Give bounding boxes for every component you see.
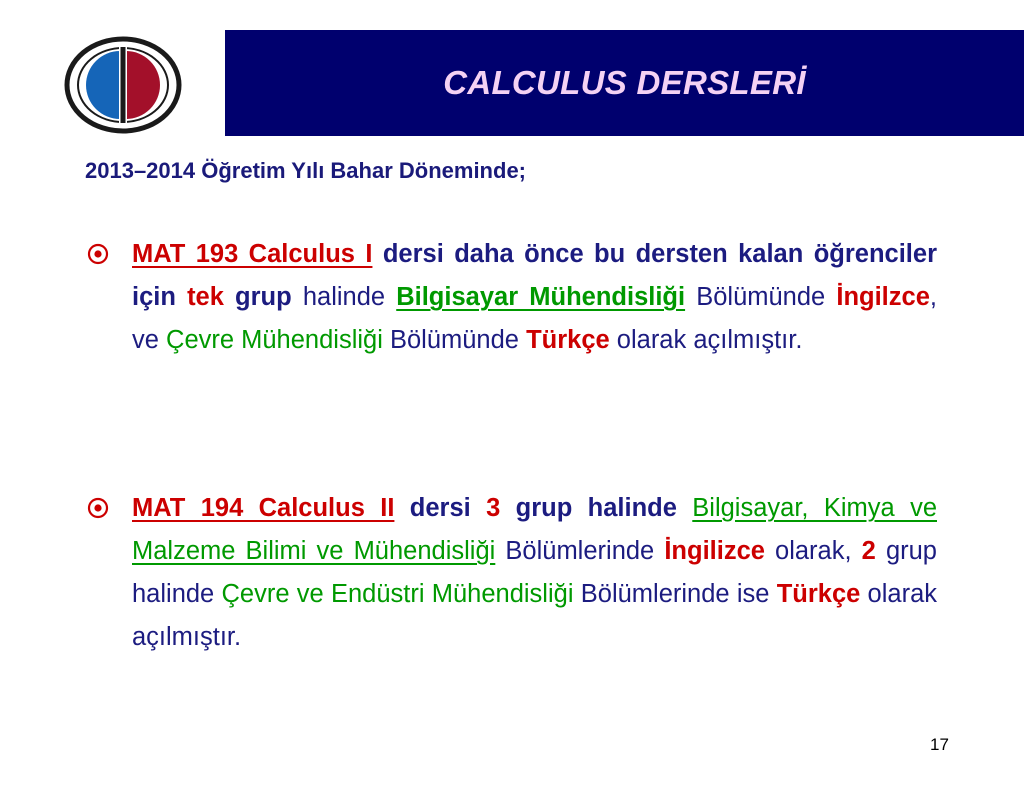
highlight: tek [187, 283, 224, 311]
text: olarak açılmıştır. [132, 580, 938, 651]
slide-subtitle: 2013–2014 Öğretim Yılı Bahar Döneminde; [85, 158, 526, 183]
text: Bölümünde [685, 283, 837, 311]
slide-title: CALCULUS DERSLERİ [443, 64, 806, 101]
department: Çevre Mühendisliği [166, 326, 383, 354]
text: grup halinde [132, 537, 937, 608]
bullet-text [132, 233, 937, 362]
text: olarak açılmıştır. [609, 326, 803, 354]
course-name: MAT 193 Calculus I [132, 240, 373, 268]
title-bar [225, 30, 1024, 136]
text: grup [223, 283, 303, 311]
text: halinde [302, 283, 397, 311]
language: Türkçe [776, 580, 861, 608]
text: dersi daha önce bu dersten kalan öğrenciler için [132, 240, 937, 311]
text: olarak, [764, 537, 862, 565]
course-name: MAT 194 Calculus II [132, 494, 395, 522]
language: İngilzce [836, 283, 930, 311]
bullet-item [87, 487, 937, 659]
department: Bilgisayar, Kimya ve Malzeme Bilimi ve Mühendisliği [132, 494, 937, 565]
highlight: 3 [486, 494, 501, 522]
language: Türkçe [526, 326, 610, 354]
language: İngilizce [664, 537, 765, 565]
text: dersi [394, 494, 487, 522]
text: Bölümlerinde ise [573, 580, 777, 608]
text: Bölümünde [382, 326, 527, 354]
bullet-text [132, 487, 937, 659]
page-number: 17 [930, 735, 949, 754]
highlight: 2 [861, 537, 876, 565]
circle-dot-bullet-icon [87, 243, 109, 265]
text: grup halinde [500, 494, 693, 522]
circle-dot-bullet-icon [87, 497, 109, 519]
department: Bilgisayar Mühendisliği [396, 283, 686, 311]
university-logo-icon [63, 35, 183, 135]
text: , ve [132, 283, 937, 354]
text: Bölümlerinde [495, 537, 665, 565]
bullet-item [87, 233, 937, 362]
department: Çevre ve Endüstri Mühendisliği [221, 580, 574, 608]
